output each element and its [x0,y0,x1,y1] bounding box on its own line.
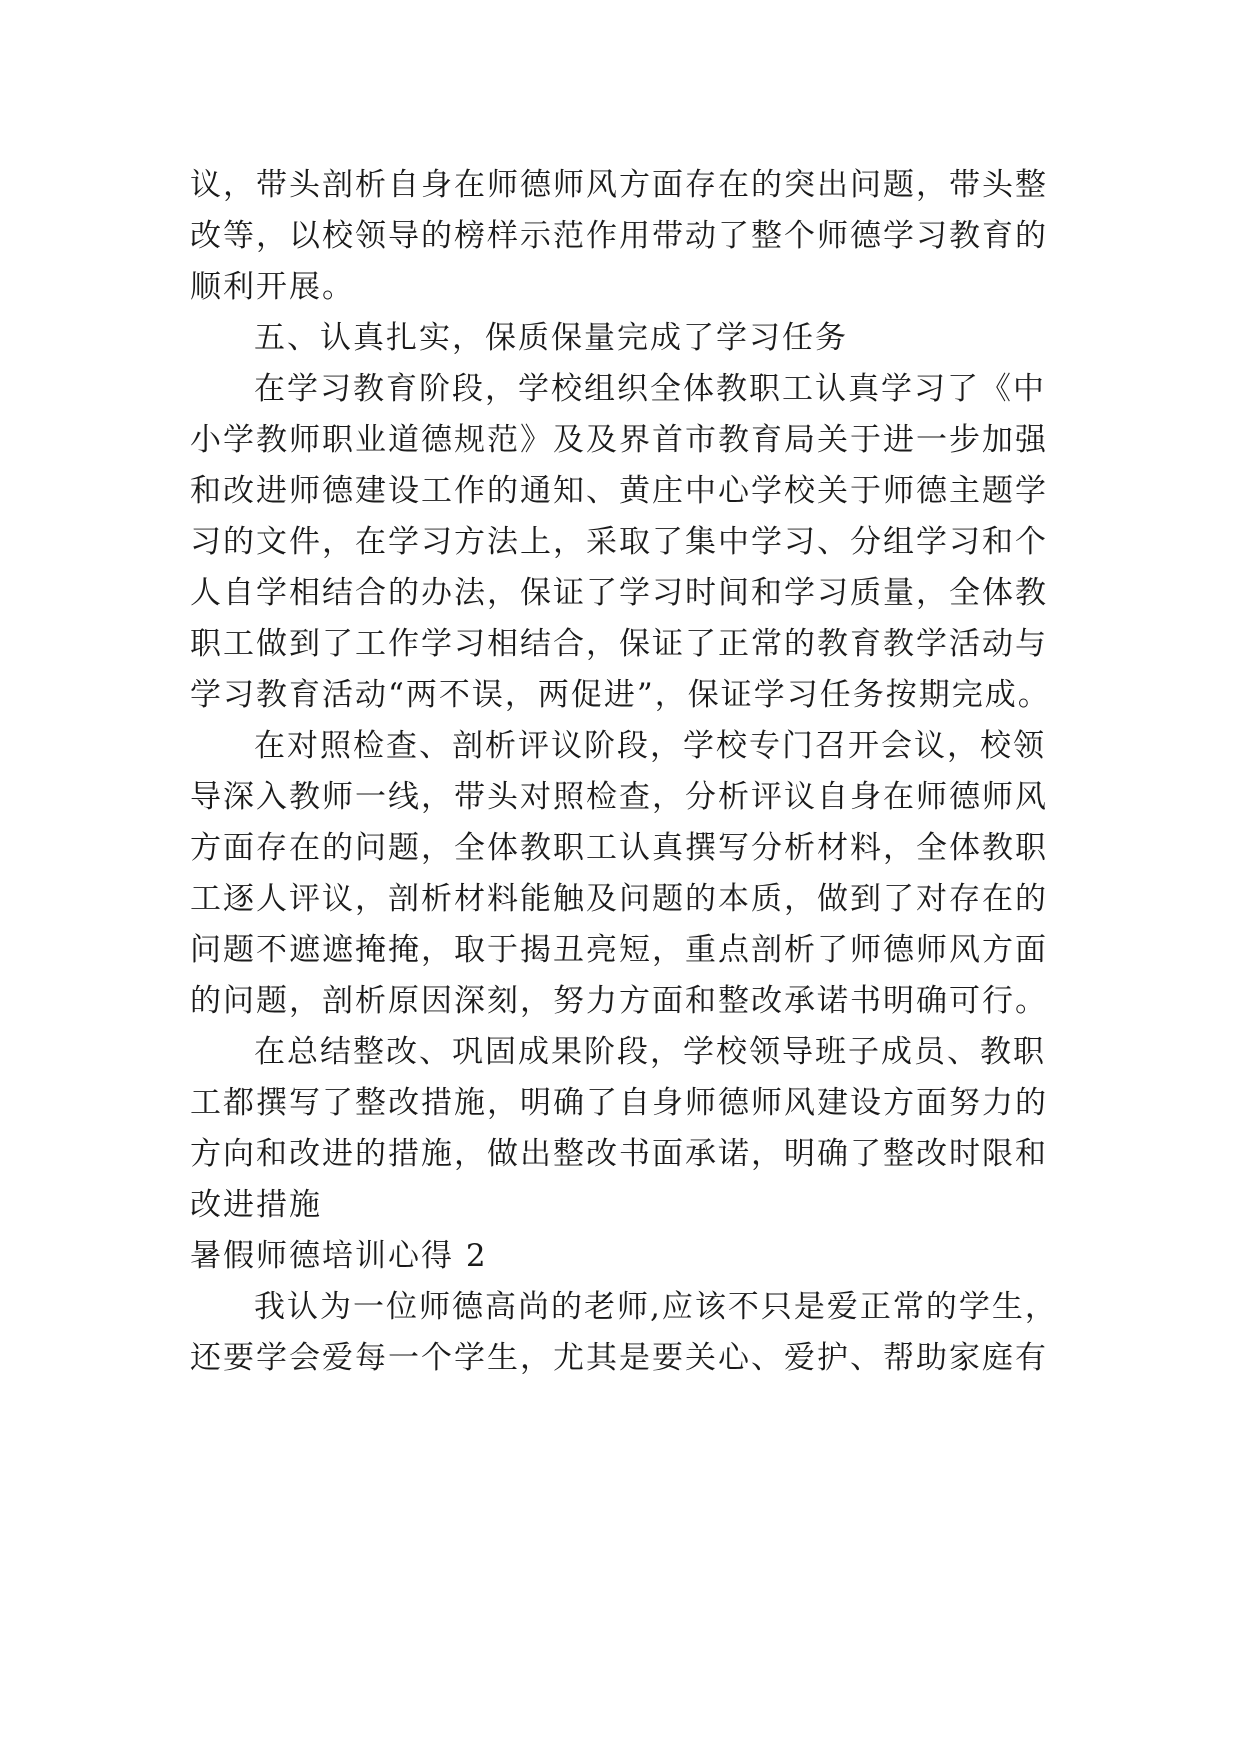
text-line: 在对照检查、剖析评议阶段，学校专门召开会议，校领 [254,728,1046,764]
text-line: 职工做到了工作学习相结合，保证了正常的教育教学活动与 [190,626,1048,662]
text-line: 和改进师德建设工作的通知、黄庄中心学校关于师德主题学 [190,473,1048,509]
text-line: 问题不遮遮掩掩，取于揭丑亮短，重点剖析了师德师风方面 [190,932,1048,968]
text-line: 工逐人评议，剖析材料能触及问题的本质，做到了对存在的 [190,881,1048,917]
text-line: 小学教师职业道德规范》及及界首市教育局关于进一步加强 [190,422,1048,458]
text-line: 我认为一位师德高尚的老师,应该不只是爱正常的学生， [254,1289,1058,1325]
text-line: 改进措施 [190,1187,322,1223]
text-line: 在总结整改、巩固成果阶段，学校领导班子成员、教职 [254,1034,1046,1070]
paragraph [190,1027,1060,1231]
text-line: 顺利开展。 [190,269,355,305]
section-heading [190,313,1060,364]
paragraph [190,364,1060,721]
document-body [190,160,1060,1384]
text-line: 方向和改进的措施，做出整改书面承诺，明确了整改时限和 [190,1136,1048,1172]
text-line: 导深入教师一线，带头对照检查，分析评议自身在师德师风 [190,779,1048,815]
paragraph [190,1282,1060,1384]
text-line: 人自学相结合的办法，保证了学习时间和学习质量，全体教 [190,575,1048,611]
text-line: 学习教育活动“两不误，两促进”，保证学习任务按期完成。 [190,677,1051,713]
text-line: 暑假师德培训心得 2 [190,1238,488,1274]
text-line: 五、认真扎实，保质保量完成了学习任务 [254,320,848,356]
text-line: 改等，以校领导的榜样示范作用带动了整个师德学习教育的 [190,218,1048,254]
paragraph [190,721,1060,1027]
text-line: 的问题，剖析原因深刻，努力方面和整改承诺书明确可行。 [190,983,1048,1019]
paragraph [190,160,1060,313]
text-line: 在学习教育阶段，学校组织全体教职工认真学习了《中 [254,371,1046,407]
text-line: 工都撰写了整改措施，明确了自身师德师风建设方面努力的 [190,1085,1048,1121]
article-title [190,1231,1060,1282]
text-line: 还要学会爱每一个学生，尤其是要关心、爱护、帮助家庭有 [190,1340,1048,1376]
text-line: 方面存在的问题，全体教职工认真撰写分析材料，全体教职 [190,830,1048,866]
text-line: 习的文件，在学习方法上，采取了集中学习、分组学习和个 [190,524,1048,560]
text-line: 议，带头剖析自身在师德师风方面存在的突出问题，带头整 [190,167,1048,203]
